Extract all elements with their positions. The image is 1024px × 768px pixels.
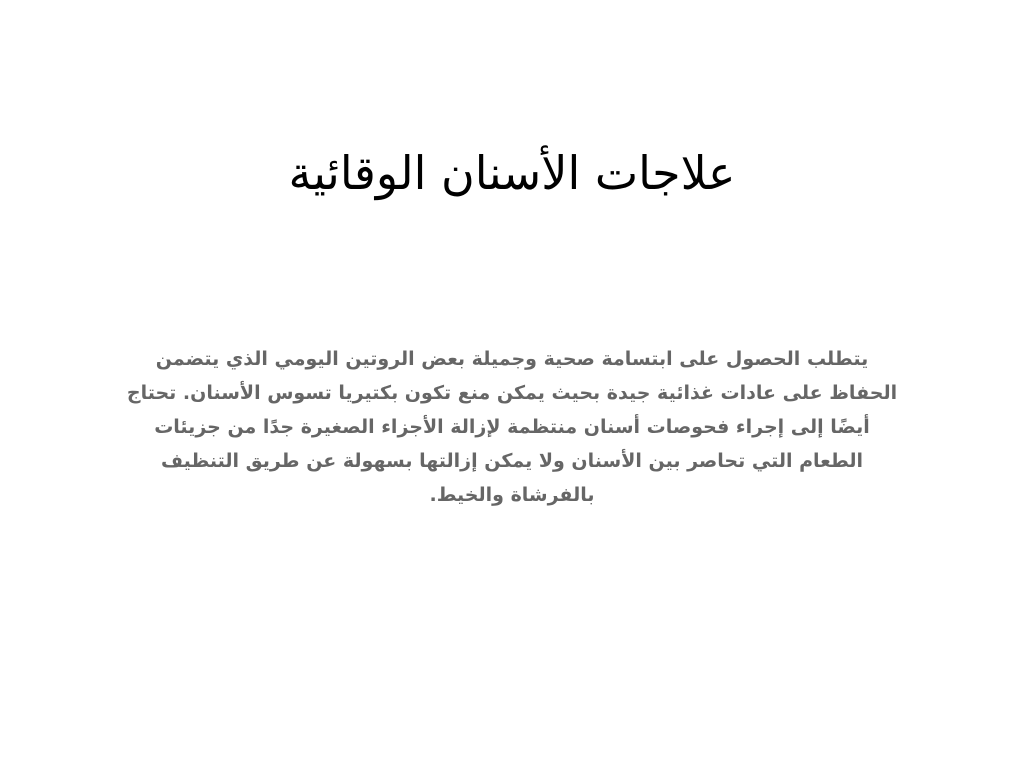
slide-title: علاجات الأسنان الوقائية [288, 146, 736, 200]
slide-body-text: يتطلب الحصول على ابتسامة صحية وجميلة بعض الروتين اليومي الذي يتضمن الحفاظ على عادات غذائية جيدة بحيث يمكن منع تكون بكتيريا تسوس الأسنان. تحتاج أيضًا إلى إجراء فحوصات أسنان منتظمة لإزالة الأجزاء الصغيرة جدًا من جزيئات الطعام التي تحاصر بين الأسنان ولا يمكن إزالتها بسهولة عن طريق التنظيف بالفرشاة والخيط. [126, 348, 898, 506]
